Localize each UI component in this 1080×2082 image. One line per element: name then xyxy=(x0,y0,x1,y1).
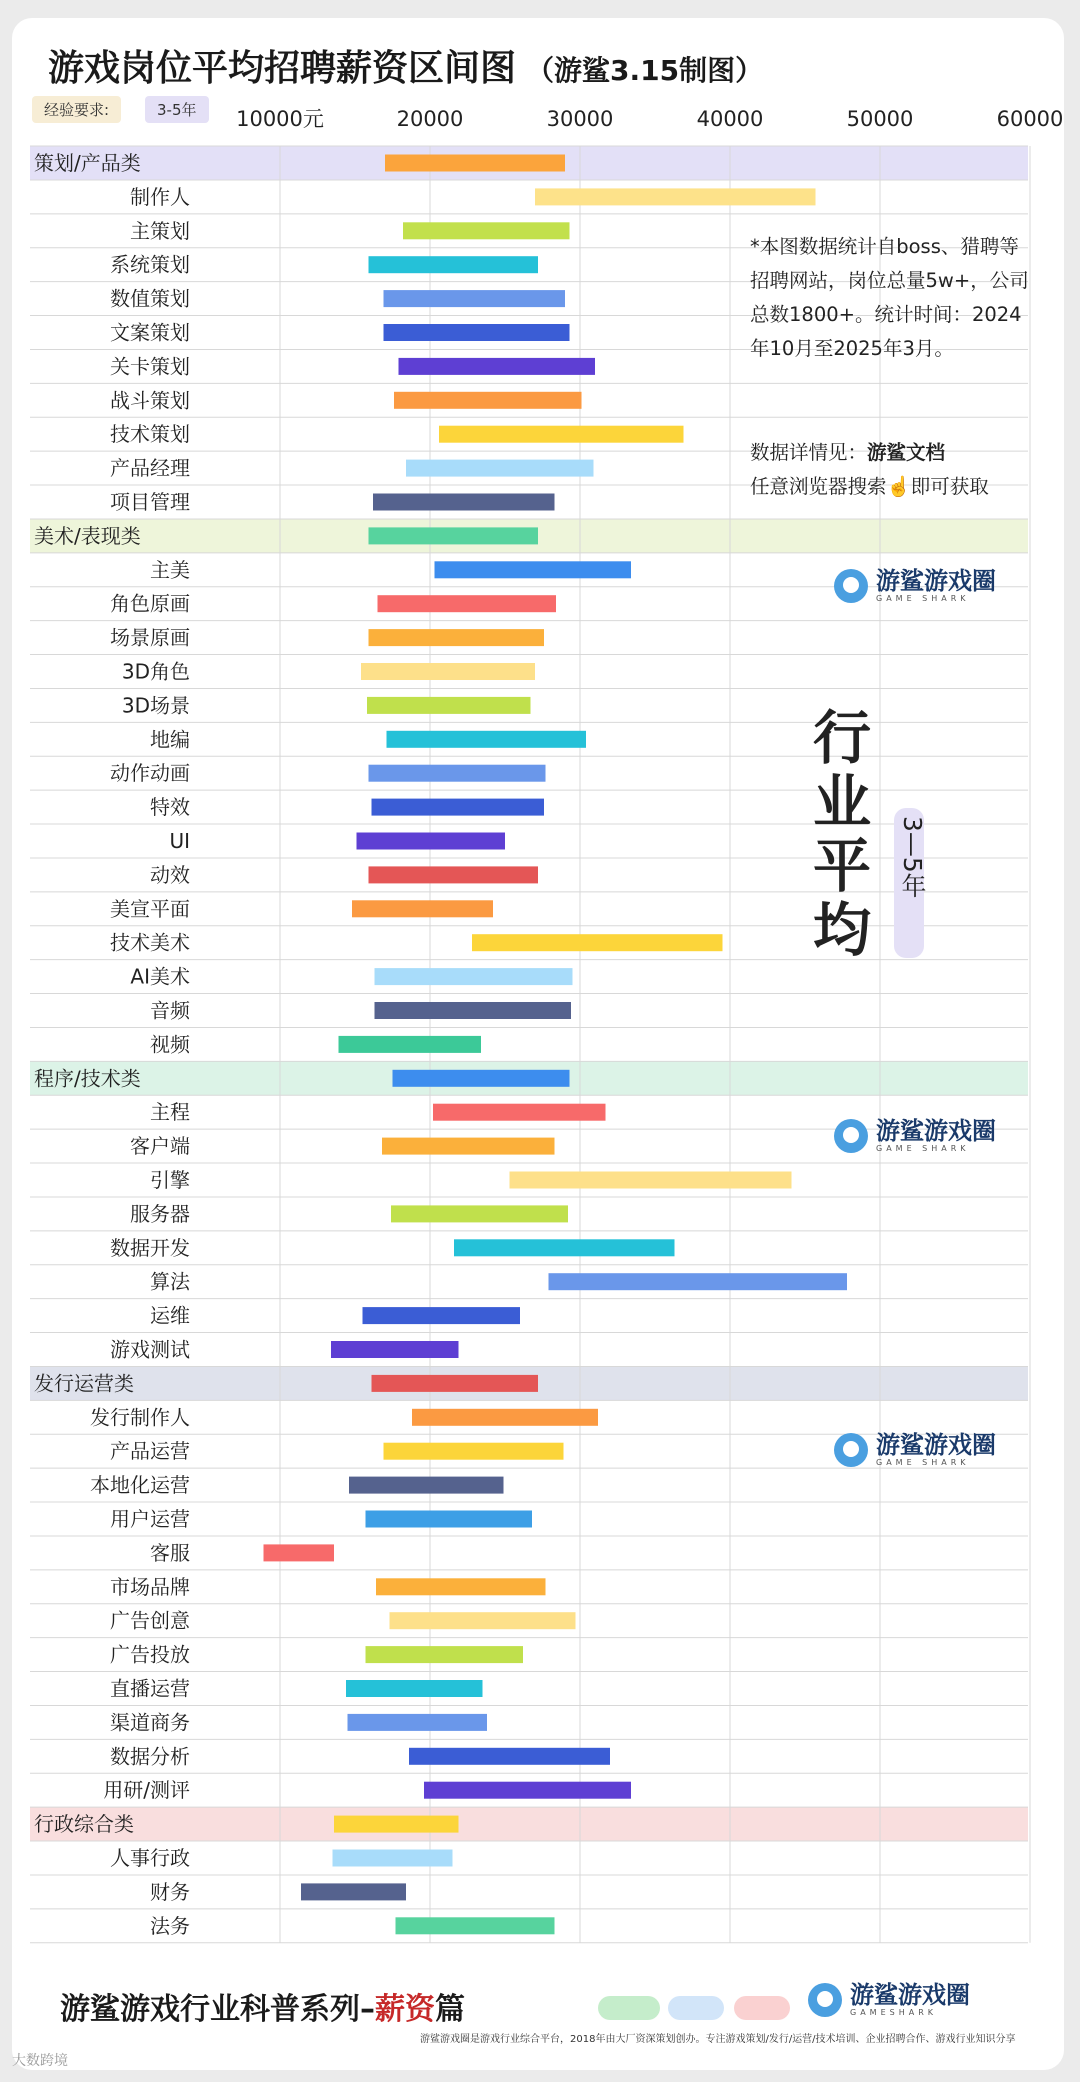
job-label: 渠道商务 xyxy=(110,1710,190,1735)
logo-name: 游鲨游戏圈 xyxy=(850,1981,970,2009)
brand-logo xyxy=(834,1428,996,1472)
salary-range-bar xyxy=(363,1307,521,1324)
infographic-card xyxy=(12,18,1064,2070)
job-label: 制作人 xyxy=(130,184,190,209)
salary-range-bar xyxy=(375,1002,572,1019)
job-label: 3D角色 xyxy=(121,659,190,684)
footer-title-highlight: 薪资 xyxy=(375,1992,435,2027)
weibo-icon xyxy=(734,1996,790,2020)
salary-range-bar xyxy=(439,426,684,443)
footer-series-title xyxy=(60,1984,465,2028)
job-label: 文案策划 xyxy=(110,320,190,345)
job-label: 动效 xyxy=(150,862,190,887)
salary-range-bar xyxy=(387,731,587,748)
source-watermark: 大数跨境 xyxy=(12,2053,68,2069)
job-label: 美宣平面 xyxy=(110,896,190,921)
job-label: 法务 xyxy=(150,1913,190,1938)
brand-logo xyxy=(834,1114,996,1158)
x-tick-label: 10000元 xyxy=(236,107,324,131)
salary-range-bar xyxy=(369,765,546,782)
salary-range-bar xyxy=(301,1883,406,1900)
job-label: 广告投放 xyxy=(110,1642,190,1667)
salary-range-bar xyxy=(424,1782,631,1799)
job-label: 动作动画 xyxy=(110,761,190,786)
job-label: 角色原画 xyxy=(110,591,190,616)
x-tick-label: 30000 xyxy=(546,107,614,131)
salary-range-bar xyxy=(385,155,565,172)
job-label: 客户端 xyxy=(130,1134,190,1159)
job-label: 直播运营 xyxy=(110,1676,190,1701)
salary-range-bar xyxy=(361,663,535,680)
subtitle-text: （游鲨3.15制图） xyxy=(526,54,764,87)
salary-range-bar xyxy=(435,561,632,578)
salary-range-bar xyxy=(357,833,506,850)
job-label: 游戏测试 xyxy=(110,1337,190,1362)
salary-range-bar xyxy=(391,1205,568,1222)
job-label: 主策划 xyxy=(130,218,190,243)
x-tick-label: 20000 xyxy=(396,107,464,131)
salary-range-bar xyxy=(331,1341,459,1358)
logo-sub: GAME SHARK xyxy=(876,1144,970,1153)
job-label: 人事行政 xyxy=(110,1846,190,1870)
salary-range-bar xyxy=(369,629,545,646)
salary-range-bar xyxy=(366,1511,533,1528)
salary-range-bar xyxy=(384,324,570,341)
salary-range-bar xyxy=(393,1070,570,1087)
salary-range-bar xyxy=(396,1917,555,1934)
salary-range-bar xyxy=(333,1850,453,1867)
shark-logo-icon xyxy=(834,1433,868,1467)
job-label: 客服 xyxy=(150,1540,190,1565)
salary-range-bar xyxy=(382,1138,555,1155)
footer-brand-logo xyxy=(808,1978,970,2022)
x-tick-label: 50000 xyxy=(846,107,914,131)
salary-range-bar xyxy=(366,1646,524,1663)
badge-text: 3—5年 xyxy=(898,816,927,898)
job-label: 主程 xyxy=(150,1100,190,1125)
salary-range-bar xyxy=(549,1273,848,1290)
salary-range-bar xyxy=(433,1104,606,1121)
detail-value: 游鲨文档 xyxy=(867,441,946,464)
experience-value: 3-5年 xyxy=(145,96,209,123)
detail-search-hint: 任意浏览器搜索☝️即可获取 xyxy=(750,475,989,498)
footer-title-part: 篇 xyxy=(435,1992,465,2027)
job-label: 广告创意 xyxy=(110,1608,190,1633)
job-label: 数据分析 xyxy=(110,1744,190,1769)
shark-logo-icon xyxy=(834,1119,868,1153)
logo-sub: GAMESHARK xyxy=(850,2008,937,2017)
logo-name: 游鲨游戏圈 xyxy=(876,1431,996,1459)
data-detail-note xyxy=(750,436,1050,504)
salary-range-bar xyxy=(375,968,573,985)
job-label: 系统策划 xyxy=(110,252,190,277)
salary-range-bar xyxy=(403,222,570,239)
salary-range-bar xyxy=(348,1714,488,1731)
job-label: 技术策划 xyxy=(110,422,190,447)
page-title xyxy=(48,40,763,91)
salary-range-bar xyxy=(412,1409,598,1426)
salary-range-bar xyxy=(367,697,531,714)
salary-range-bar xyxy=(376,1578,546,1595)
salary-range-bar xyxy=(409,1748,610,1765)
job-label: 用研/测评 xyxy=(103,1778,190,1803)
logo-sub: GAME SHARK xyxy=(876,594,970,603)
salary-range-bar xyxy=(339,1036,482,1053)
zhihu-icon xyxy=(668,1996,724,2020)
experience-label: 经验要求: xyxy=(32,96,121,123)
salary-range-bar xyxy=(369,256,539,273)
wechat-icon xyxy=(598,1996,660,2020)
industry-average-text: 行业平均 xyxy=(812,704,871,964)
shark-logo-icon xyxy=(834,569,868,603)
job-label: UI xyxy=(169,829,190,853)
job-label: 用户运营 xyxy=(110,1507,190,1531)
job-label: 数值策划 xyxy=(110,286,190,311)
job-label: 3D场景 xyxy=(121,693,190,718)
salary-range-bar xyxy=(378,595,557,612)
salary-range-bar xyxy=(384,290,566,307)
job-label: AI美术 xyxy=(130,964,190,989)
job-label: 技术美术 xyxy=(110,930,190,955)
job-label: 发行制作人 xyxy=(90,1405,190,1430)
salary-range-bar xyxy=(264,1544,335,1561)
salary-range-bar xyxy=(454,1239,675,1256)
salary-range-bar xyxy=(334,1816,459,1833)
salary-range-bar xyxy=(406,460,594,477)
job-label: 场景原画 xyxy=(110,625,190,650)
salary-range-bar xyxy=(390,1612,576,1629)
category-label: 策划/产品类 xyxy=(34,151,141,175)
job-label: 音频 xyxy=(150,998,190,1023)
salary-range-bar xyxy=(373,494,555,511)
data-source-note: *本图数据统计自boss、猎聘等招聘网站，岗位总量5w+，公司总数1800+。统计时间：2024年10月至2025年3月。 xyxy=(750,235,1029,360)
salary-range-bar xyxy=(372,799,545,816)
logo-name: 游鲨游戏圈 xyxy=(876,1117,996,1145)
job-label: 市场品牌 xyxy=(110,1574,190,1599)
shark-logo-icon xyxy=(808,1983,842,2017)
logo-name: 游鲨游戏圈 xyxy=(876,567,996,595)
salary-range-bar xyxy=(369,866,539,883)
experience-badge xyxy=(894,808,927,958)
footer-description: 游鲨游戏圈是游戏行业综合平台，2018年由大厂资深策划创办。专注游戏策划/发行/运营/技术培训、企业招聘合作、游戏行业知识分享 xyxy=(420,2034,1016,2045)
salary-range-bar xyxy=(352,900,493,917)
category-label: 行政综合类 xyxy=(34,1812,134,1837)
salary-range-bar xyxy=(535,188,816,205)
job-label: 特效 xyxy=(150,795,190,820)
job-label: 地编 xyxy=(150,727,190,752)
job-label: 财务 xyxy=(150,1879,190,1904)
job-label: 服务器 xyxy=(130,1201,190,1226)
job-label: 主美 xyxy=(150,557,190,582)
category-band xyxy=(30,1807,1028,1841)
title-text: 游戏岗位平均招聘薪资区间图 xyxy=(48,48,517,89)
job-label: 产品经理 xyxy=(110,456,190,481)
logo-sub: GAME SHARK xyxy=(876,1458,970,1467)
job-label: 运维 xyxy=(150,1303,190,1328)
brand-logo xyxy=(834,564,996,608)
job-label: 战斗策划 xyxy=(110,388,190,413)
salary-range-bar xyxy=(346,1680,483,1697)
footer-title-part: 游鲨游戏行业科普系列– xyxy=(60,1992,375,2027)
job-label: 视频 xyxy=(150,1032,190,1057)
job-label: 本地化运营 xyxy=(90,1473,190,1498)
category-label: 发行运营类 xyxy=(34,1371,134,1396)
salary-range-bar xyxy=(349,1477,504,1494)
salary-range-bar xyxy=(372,1375,539,1392)
job-label: 关卡策划 xyxy=(110,354,190,379)
x-tick-label: 40000 xyxy=(696,107,764,131)
job-label: 产品运营 xyxy=(110,1439,190,1464)
x-tick-label: 60000 xyxy=(996,107,1064,131)
salary-range-bar xyxy=(399,358,596,375)
job-label: 项目管理 xyxy=(110,490,190,514)
category-label: 美术/表现类 xyxy=(34,523,141,548)
detail-label: 数据详情见： xyxy=(750,441,868,464)
salary-range-bar xyxy=(384,1443,564,1460)
category-label: 程序/技术类 xyxy=(34,1066,141,1091)
job-label: 算法 xyxy=(150,1269,190,1294)
salary-range-bar xyxy=(369,527,539,544)
salary-range-bar xyxy=(472,934,723,951)
job-label: 引擎 xyxy=(150,1168,190,1192)
salary-range-bar xyxy=(510,1172,792,1189)
salary-range-bar xyxy=(394,392,582,409)
job-label: 数据开发 xyxy=(110,1235,190,1260)
